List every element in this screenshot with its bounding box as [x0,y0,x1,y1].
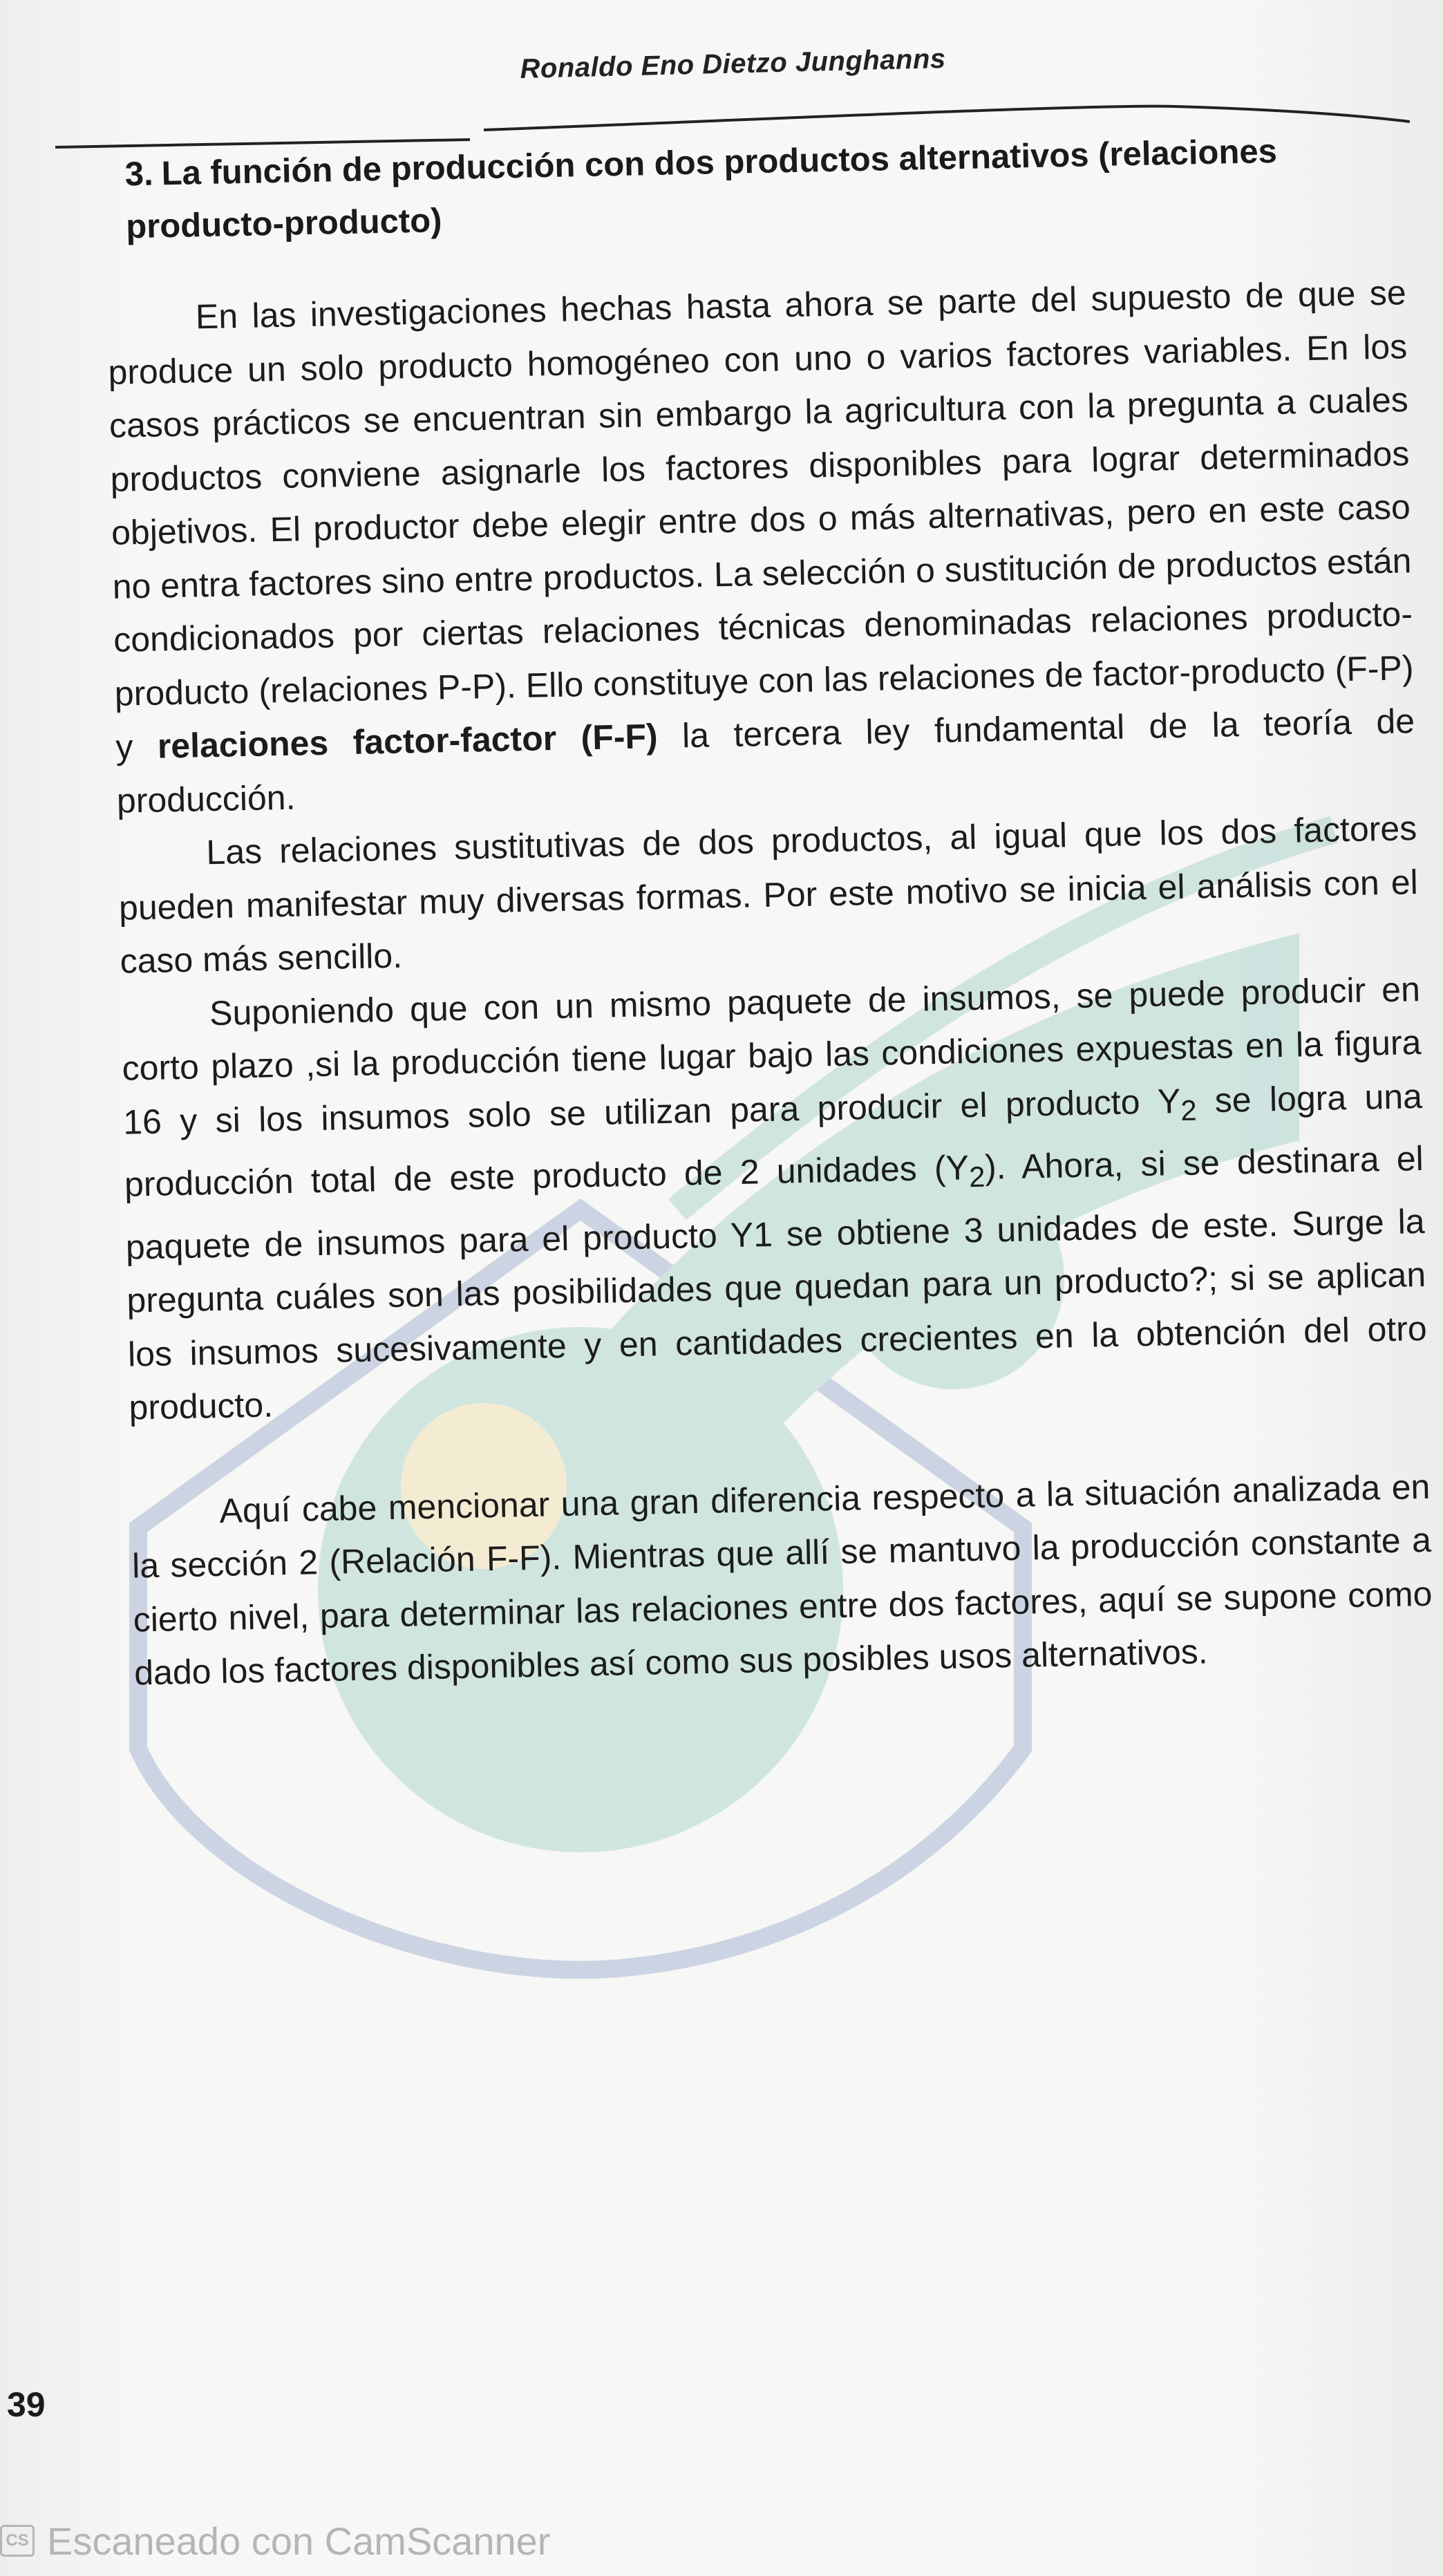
paragraph-3-text-a: Suponiendo que con un mismo paquete de insumos, se puede producir en corto plazo ,si la producción tiene lugar bajo las condiciones expuestas en la figura 16 y si los insumos solo se utilizan para producir el producto Y [122,969,1422,1142]
scanner-footer-text: Escaneado con CamScanner [47,2519,551,2563]
page-number: 39 [7,2385,46,2424]
section-number: 3. [124,155,154,194]
paragraph-1-text-a: En las investigaciones hechas hasta ahora se parte del supuesto de que se produce un solo producto homogéneo con uno o varios factores variables. En los casos prácticos se encuentran sin embargo la agricultura con la pregunta a cuales productos conviene asignarle los factores disponibles para lograr determinados objetivos. El productor debe elegir entre dos o más alternativas, pero en este caso no entra factores sino entre productos. La selección o sustitución de productos están condicionados por ciertas relaciones técnicas denominadas relaciones producto-producto (relaciones P-P). Ello constituye con las relaciones de factor-producto (F-P) y [107,273,1415,767]
subscript-2: 2 [968,1160,985,1194]
paragraph-3-text-b: se logra una producción total de este producto de 2 unidades (Y [124,1076,1423,1204]
running-header-author: Ronaldo Eno Dietzo Junghanns [520,43,947,84]
section-title: La función de producción con dos productos alternativos (relaciones producto-producto) [125,132,1278,246]
page-body [104,122,1434,1700]
paragraph-3 [120,963,1428,1436]
paragraph-1-bold-text: relaciones factor-factor (F-F) [157,717,659,766]
paragraph-2: Las relaciones sustitutivas de dos productos, al igual que los dos factores pueden manifestar muy diversas formas. Por este motivo se inicia el análisis con el caso más sencillo. [118,809,1419,981]
paragraph-1 [106,266,1416,828]
camscanner-logo-icon: CS [0,2525,35,2557]
paragraph-3-text-c: ). Ahora, si se destinara el paquete de insumos para el producto Y1 se obtiene 3 unidades de este. Surge la pregunta cuáles son las posibilidades que quedan para un producto?; si se aplican los insumos sucesivamente y en cantidades crecientes en la obtención del otro producto. [125,1138,1428,1427]
paragraph-1-text-b: la tercera ley fundamental de la teoría de producción. [116,702,1415,820]
subscript-2: 2 [1180,1093,1198,1127]
scanner-footer [0,2520,550,2561]
paragraph-4: Aquí cabe mencionar una gran diferencia respecto a la situación analizada en la sección 2 (Relación F-F). Mientras que allí se mantuvo la producción constante a cierto nivel, para determinar las relaciones entre dos factores, aquí se supone como dado los factores disponibles así como sus posibles usos alternativos. [131,1467,1433,1693]
